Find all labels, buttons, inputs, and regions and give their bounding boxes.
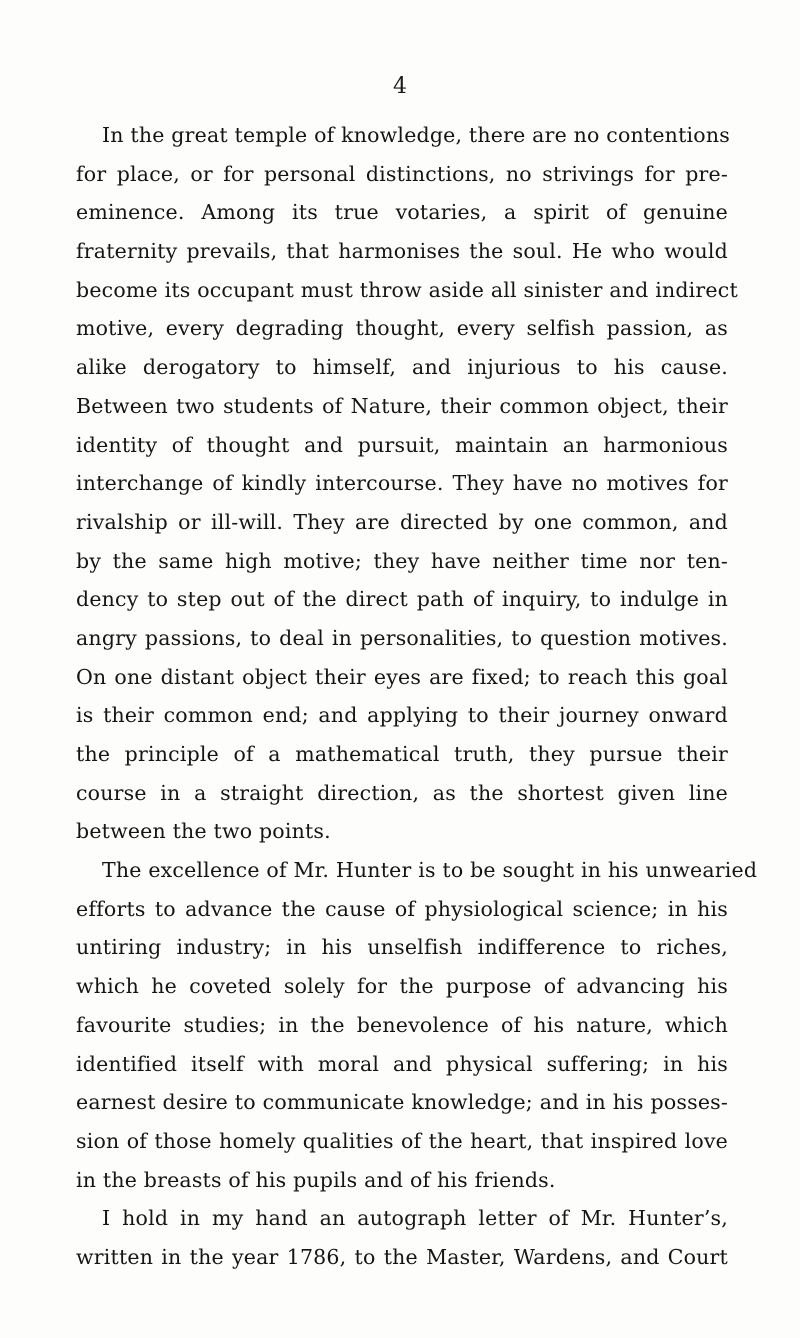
text-line: identified itself with moral and physical suffering; in his (76, 1051, 728, 1076)
text-line: earnest desire to communicate knowledge; and in his posses- (76, 1090, 728, 1115)
text-line: fraternity prevails, that harmonises the soul. He who would (76, 239, 728, 264)
text-line: interchange of kindly intercourse. They have no motives for (76, 471, 728, 496)
text-line: eminence. Among its true votaries, a spirit of genuine (76, 200, 728, 225)
text-line: untiring industry; in his unselfish indifference to riches, (76, 935, 728, 960)
text-line: course in a straight direction, as the shortest given line (76, 780, 728, 805)
text-line: Between two students of Nature, their common object, their (76, 393, 728, 418)
text-line: written in the year 1786, to the Master, Wardens, and Court (76, 1244, 728, 1269)
text-line: dency to step out of the direct path of inquiry, to indulge in (76, 587, 728, 612)
body-text (76, 116, 758, 1277)
text-line: efforts to advance the cause of physiological science; in his (76, 896, 728, 921)
text-line: I hold in my hand an autograph letter of Mr. Hunter’s, (102, 1206, 728, 1231)
text-line: identity of thought and pursuit, maintain an harmonious (76, 432, 728, 457)
page-number: 4 (393, 74, 407, 99)
text-line: for place, or for personal distinctions, no strivings for pre- (76, 161, 728, 186)
text-line: In the great temple of knowledge, there are no contentions (102, 123, 730, 147)
text-line: alike derogatory to himself, and injurious to his cause. (76, 355, 728, 380)
text-line: is their common end; and applying to their journey onward (76, 703, 728, 728)
text-line: the principle of a mathematical truth, they pursue their (76, 742, 728, 766)
text-line: become its occupant must throw aside all sinister and indirect (76, 277, 738, 302)
text-line: favourite studies; in the benevolence of his nature, which (76, 1012, 728, 1037)
text-line: angry passions, to deal in personalities, to question motives. (76, 625, 728, 650)
text-line: The excellence of Mr. Hunter is to be sought in his unwearied (102, 858, 758, 883)
text-line: between the two points. (76, 819, 331, 844)
text-line: by the same high motive; they have neither time nor ten- (76, 548, 728, 573)
text-line: motive, every degrading thought, every selfish passion, as (76, 316, 728, 341)
text-line: sion of those homely qualities of the heart, that inspired love (76, 1128, 728, 1153)
text-line: On one distant object their eyes are fixed; to reach this goal (76, 664, 728, 689)
text-line: rivalship or ill-will. They are directed by one common, and (76, 509, 728, 534)
text-line: in the breasts of his pupils and of his friends. (76, 1167, 556, 1192)
text-line: which he coveted solely for the purpose of advancing his (76, 974, 728, 999)
